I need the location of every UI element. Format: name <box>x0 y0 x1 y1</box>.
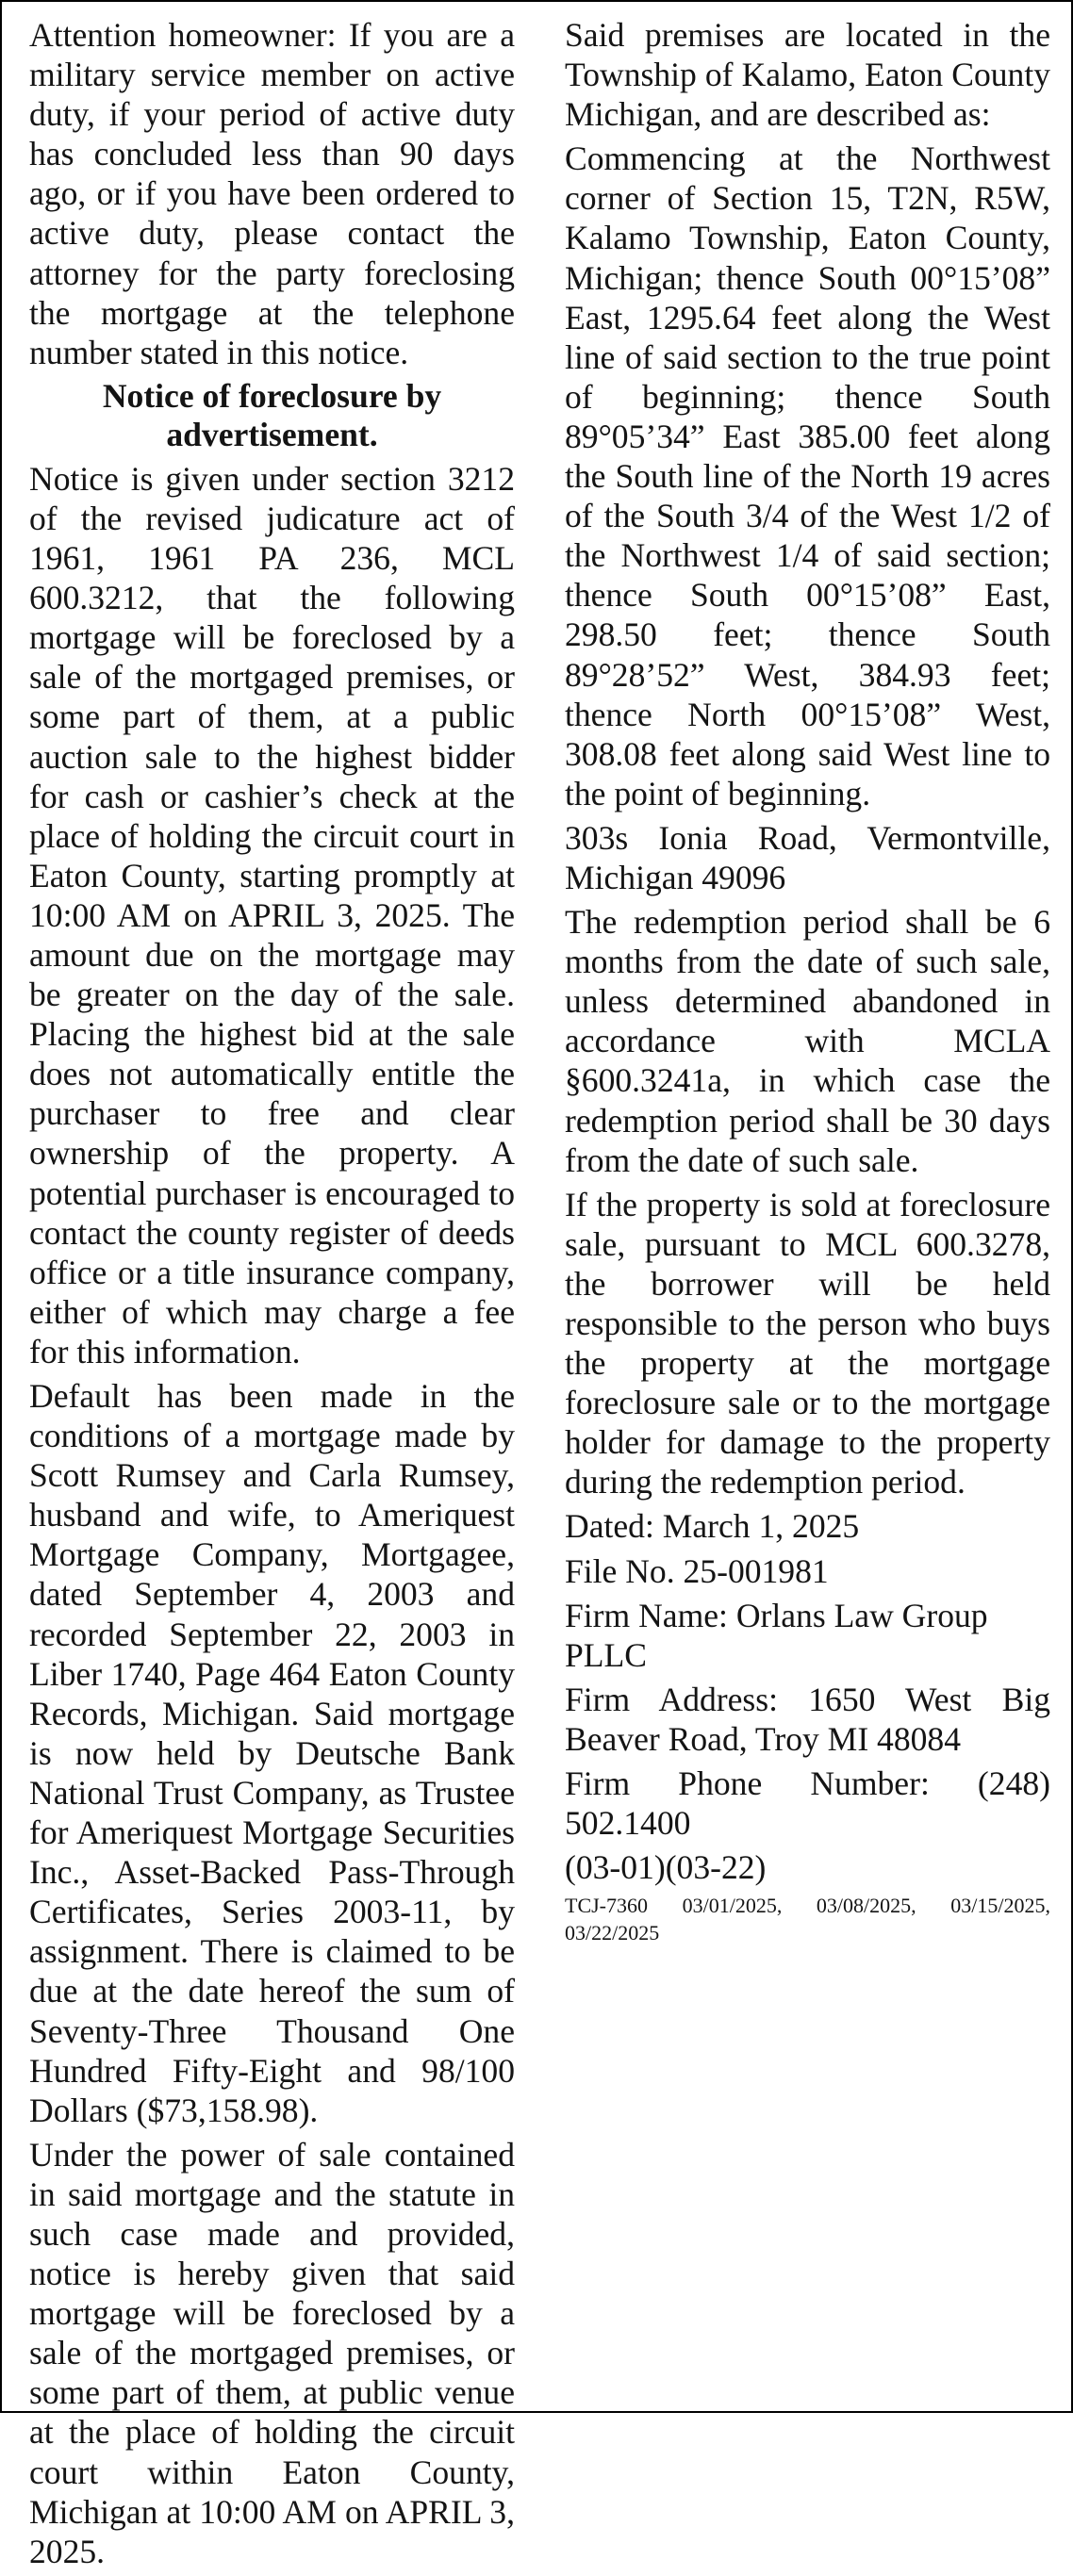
power-of-sale-paragraph: Under the power of sale contained in said mortgage and the statute in such case made and provided, notice is hereby given that said mortgage will be foreclosed by a sale of the mortgaged premises, or some part of them, at public venue at the place of holding the circuit court within Eaton County, Michigan at 10:00 AM on APRIL 3, 2025. <box>29 2135 515 2570</box>
firm-address: Firm Address: 1650 West Big Beaver Road, Troy MI 48084 <box>565 1680 1050 1758</box>
legal-description-paragraph: Commencing at the Northwest corner of Section 15, T2N, R5W, Kalamo Township, Eaton County, Michigan; thence South 00°15’08” East, 1295.64 feet along the West line of said section to the true point of beginning; thence South 89°05’34” East 385.00 feet along the South line of the North 19 acres of the South 3/4 of the West 1/2 of the Northwest 1/4 of said section; thence South 00°15’08” East, 298.50 feet; thence South 89°28’52” West, 384.93 feet; thence North 00°15’08” West, 308.08 feet along said West line to the point of beginning. <box>565 139 1050 812</box>
attention-paragraph: Attention homeowner: If you are a military service member on active duty, if your period of active duty has concluded less than 90 days ago, or if you have been ordered to active duty, please contact the attorney for the party foreclosing the mortgage at the telephone number stated in this notice. <box>29 16 515 371</box>
liability-paragraph: If the property is sold at foreclosure sale, pursuant to MCL 600.3278, the borrower will be held responsible to the person who buys the property at the mortgage foreclosure sale or to the mortgage holder for damage to the property during the redemption period. <box>565 1185 1050 1501</box>
firm-phone: Firm Phone Number: (248) 502.1400 <box>565 1764 1050 1843</box>
firm-name: Firm Name: Orlans Law Group PLLC <box>565 1596 988 1674</box>
default-paragraph: Default has been made in the conditions of a mortgage made by Scott Rumsey and Carla Rumsey, husband and wife, to Ameriquest Mortgage Company, Mortgagee, dated September 4, 2003 and recorded September 22, 2003 in Liber 1740, Page 464 Eaton County Records, Michigan. Said mortgage is now held by Deutsche Bank National Trust Company, as Trustee for Ameriquest Mortgage Securities Inc., Asset-Backed Pass-Through Certificates, Series 2003-11, by assignment. There is claimed to be due at the date hereof the sum of Seventy-Three Thousand One Hundred Fifty-Eight and 98/100 Dollars ($73,158.98). <box>29 1377 515 2129</box>
redemption-paragraph: The redemption period shall be 6 months from the date of such sale, unless determined abandoned in accordance with MCLA §600.3241a, in which case the redemption period shall be 30 days from the date of such sale. <box>565 903 1050 1179</box>
dated-line: Dated: March 1, 2025 <box>565 1507 860 1546</box>
notice-heading: Notice of foreclosure by advertisement. <box>102 376 442 453</box>
right-column <box>565 15 1050 1951</box>
tcj-run-dates: TCJ-7360 03/01/2025, 03/08/2025, 03/15/2025, 03/22/2025 <box>565 1894 1050 1945</box>
run-dates-code: (03-01)(03-22) <box>565 1848 767 1887</box>
left-column <box>29 15 515 2576</box>
file-number: File No. 25-001981 <box>565 1551 829 1590</box>
property-address: 303s Ionia Road, Vermontville, Michigan 49096 <box>565 818 1050 896</box>
premises-location-paragraph: Said premises are located in the Township of Kalamo, Eaton County Michigan, and are described as: <box>565 16 1050 134</box>
intro-paragraph: Notice is given under section 3212 of the revised judicature act of 1961, 1961 PA 236, MCL 600.3212, that the following mortgage will be foreclosed by a sale of the mortgaged premises, or some part of them, at a public auction sale to the highest bidder for cash or cashier’s check at the place of holding the circuit court in Eaton County, starting promptly at 10:00 AM on APRIL 3, 2025. The amount due on the mortgage may be greater on the day of the sale. Placing the highest bid at the sale does not automatically entitle the purchaser to free and clear ownership of the property. A potential purchaser is encouraged to contact the county register of deeds office or a title insurance company, either of which may charge a fee for this information. <box>29 459 515 1370</box>
